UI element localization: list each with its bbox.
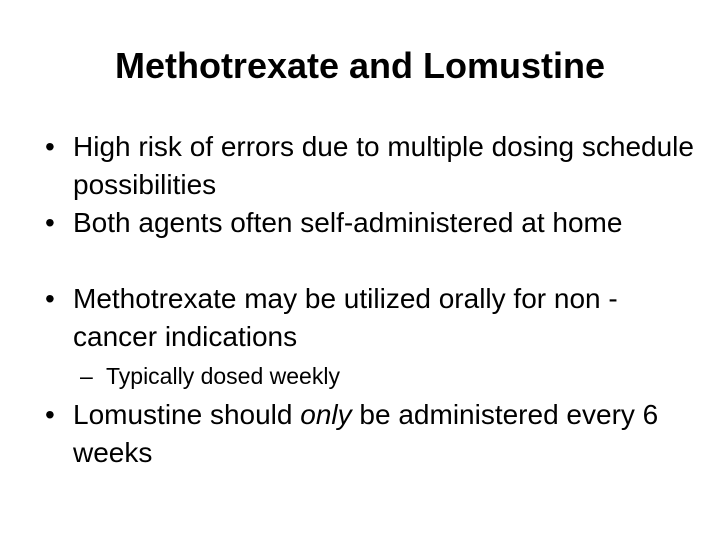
bullet-item <box>45 396 695 472</box>
bullet-text: Both agents often self-administered at home <box>73 207 623 238</box>
sub-bullet-text: Typically dosed weekly <box>106 363 340 389</box>
bullet-item <box>45 204 695 242</box>
emphasis-text: only <box>300 399 352 430</box>
bullet-text: Methotrexate may be utilized orally for non -cancer indications <box>73 283 618 352</box>
bullet-marker: • <box>45 131 55 162</box>
bullet-text-after: be administered every 6 weeks <box>73 399 659 468</box>
bullet-marker: • <box>45 399 55 430</box>
bullet-marker: • <box>45 283 55 314</box>
bullet-text-before: Lomustine should <box>73 399 301 430</box>
bullet-item <box>45 128 695 204</box>
sub-bullet-marker: – <box>80 363 93 389</box>
bullet-text: High risk of errors due to multiple dosing schedule possibilities <box>73 131 694 200</box>
bullet-marker: • <box>45 207 55 238</box>
slide-title: Methotrexate and Lomustine <box>114 45 606 86</box>
sub-bullet-item <box>80 361 680 391</box>
bullet-text <box>73 396 695 472</box>
bullet-item <box>45 280 695 356</box>
